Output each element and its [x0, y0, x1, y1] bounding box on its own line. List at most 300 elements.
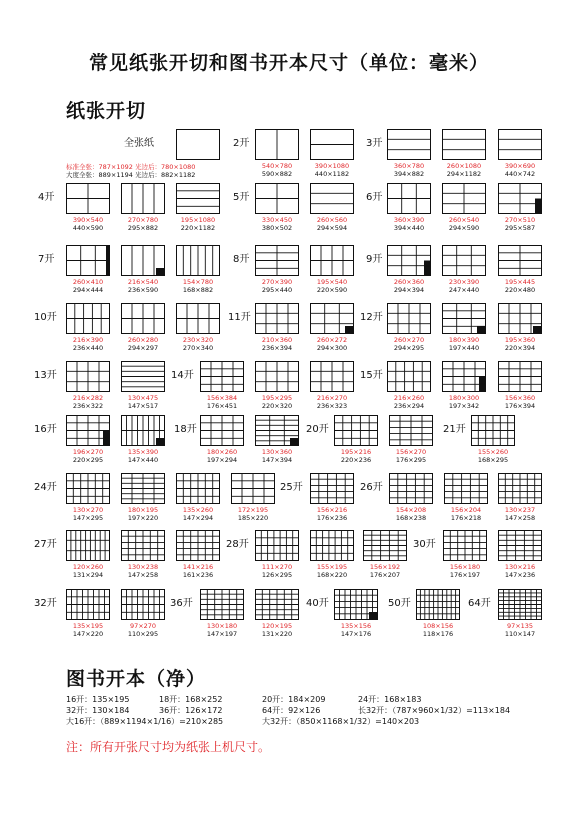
size-caption — [490, 564, 550, 579]
trimmed-size: 180×260 — [206, 448, 238, 456]
sheet-size: 236×294 — [393, 401, 425, 410]
sheet-size: 176×295 — [395, 455, 427, 464]
group-label: 40开 — [306, 598, 329, 609]
sheet-size: 176×451 — [206, 401, 238, 410]
size-caption — [58, 564, 118, 579]
trimmed-size: 260×560 — [316, 216, 348, 224]
size-caption — [113, 395, 173, 410]
cut-diagram — [498, 530, 542, 561]
trimmed-size: 156×192 — [369, 563, 401, 571]
sheet-size: 147×394 — [261, 455, 293, 464]
group-label: 28开 — [226, 539, 249, 550]
sheet-size: 236×590 — [127, 285, 159, 294]
cut-diagram — [387, 245, 431, 276]
size-caption — [247, 279, 307, 294]
size-caption — [192, 623, 252, 638]
sheet-size: 220×1182 — [180, 223, 216, 232]
cut-diagram — [200, 415, 244, 446]
sheet-size: 197×220 — [127, 513, 159, 522]
book-size-entry: 36开：126×172 — [159, 706, 223, 715]
sheet-size: 220×394 — [504, 343, 536, 352]
group-label: 11开 — [228, 312, 251, 323]
sheet-size: 110×295 — [127, 629, 159, 638]
size-caption — [434, 163, 494, 178]
cut-diagram — [310, 530, 354, 561]
size-caption — [302, 395, 362, 410]
cut-diagram — [121, 361, 165, 392]
cut-diagram — [66, 245, 110, 276]
size-caption — [434, 217, 494, 232]
size-caption — [168, 564, 228, 579]
cut-diagram — [200, 361, 244, 392]
size-caption — [302, 163, 362, 178]
trimmed-size: 156×360 — [504, 394, 536, 402]
trimmed-size: 120×195 — [261, 622, 293, 630]
cut-diagram — [176, 530, 220, 561]
trimmed-size: 230×320 — [182, 336, 214, 344]
sheet-size: 131×294 — [72, 570, 104, 579]
sheet-size: 168×220 — [316, 570, 348, 579]
full-sheet-standard — [66, 163, 195, 179]
sheet-size: 147×295 — [72, 513, 104, 522]
section-heading-paper: 纸张开切 — [66, 100, 147, 122]
cut-diagram — [387, 361, 431, 392]
size-caption — [379, 279, 439, 294]
cut-diagram — [121, 530, 165, 561]
size-caption — [379, 163, 439, 178]
size-caption — [408, 623, 468, 638]
size-caption — [436, 507, 496, 522]
group-label: 20开 — [306, 424, 329, 435]
sheet-size: 147×236 — [504, 570, 536, 579]
cut-diagram — [255, 415, 299, 446]
cut-diagram — [176, 183, 220, 214]
size-caption — [490, 507, 550, 522]
cut-diagram — [255, 303, 299, 334]
size-caption — [490, 217, 550, 232]
trimmed-size: 216×282 — [72, 394, 104, 402]
trimmed-size: 196×270 — [72, 448, 104, 456]
sheet-size: 126×295 — [261, 570, 293, 579]
sheet-size: 147×517 — [127, 401, 159, 410]
cut-diagram — [176, 473, 220, 504]
sheet-size: 440×742 — [504, 169, 536, 178]
sheet-size: 295×587 — [504, 223, 536, 232]
group-label: 8开 — [233, 254, 250, 265]
sheet-size: 294×594 — [316, 223, 348, 232]
trimmed-size: 156×384 — [206, 394, 238, 402]
group-label: 16开 — [34, 424, 57, 435]
group-label: 13开 — [34, 370, 57, 381]
sheet-size: 197×342 — [448, 401, 480, 410]
sheet-size: 168×882 — [182, 285, 214, 294]
size-caption — [113, 337, 173, 352]
page-title: 常见纸张开切和图书开本尺寸（单位：毫米） — [88, 52, 489, 74]
sheet-size: 220×236 — [340, 455, 372, 464]
cut-diagram — [334, 589, 378, 620]
cut-diagram — [200, 589, 244, 620]
size-caption — [223, 507, 283, 522]
size-caption — [381, 449, 441, 464]
trimmed-size: 155×260 — [477, 448, 509, 456]
sheet-size: 270×340 — [182, 343, 214, 352]
cut-diagram — [334, 415, 378, 446]
group-label: 2开 — [233, 138, 250, 149]
cut-diagram — [66, 361, 110, 392]
sheet-size: 147×440 — [127, 455, 159, 464]
sheet-size: 394×440 — [393, 223, 425, 232]
full-sheet-diagram — [176, 129, 220, 160]
sheet-size: 294×394 — [393, 285, 425, 294]
trimmed-size: 156×204 — [450, 506, 482, 514]
cut-diagram — [255, 129, 299, 160]
trimmed-size: 97×135 — [506, 622, 534, 630]
trimmed-size: 270×510 — [504, 216, 536, 224]
group-label: 14开 — [171, 370, 194, 381]
group-label: 15开 — [360, 370, 383, 381]
cut-diagram — [121, 303, 165, 334]
trimmed-size: 108×156 — [422, 622, 454, 630]
trimmed-size: 195×445 — [504, 278, 536, 286]
cut-diagram — [442, 245, 486, 276]
cut-diagram — [121, 589, 165, 620]
trimmed-size: 216×270 — [316, 394, 348, 402]
trimmed-size: 210×360 — [261, 336, 293, 344]
sheet-size: 236×323 — [316, 401, 348, 410]
group-label: 6开 — [366, 192, 383, 203]
group-label: 32开 — [34, 598, 57, 609]
cut-diagram — [387, 183, 431, 214]
group-label: 36开 — [170, 598, 193, 609]
sheet-size: 440×590 — [72, 223, 104, 232]
trimmed-size: 195×360 — [504, 336, 536, 344]
trimmed-size: 260×272 — [316, 336, 348, 344]
size-caption — [302, 507, 362, 522]
size-caption — [113, 564, 173, 579]
size-caption — [58, 279, 118, 294]
sheet-size: 176×218 — [450, 513, 482, 522]
trimmed-size: 195×216 — [340, 448, 372, 456]
group-label: 30开 — [413, 539, 436, 550]
trimmed-size: 260×360 — [393, 278, 425, 286]
sheet-size: 590×882 — [261, 169, 293, 178]
size-caption — [58, 337, 118, 352]
trimmed-size: 130×360 — [261, 448, 293, 456]
trimmed-size: 135×260 — [182, 506, 214, 514]
group-label: 10开 — [34, 312, 57, 323]
size-caption — [434, 279, 494, 294]
trimmed-size: 135×195 — [72, 622, 104, 630]
sheet-size: 440×1182 — [314, 169, 350, 178]
book-size-entry: 18开：168×252 — [159, 695, 223, 704]
cut-diagram — [498, 589, 542, 620]
sheet-size: 220×295 — [72, 455, 104, 464]
sheet-size: 147×258 — [127, 570, 159, 579]
size-caption — [379, 395, 439, 410]
size-caption — [381, 507, 441, 522]
cut-diagram — [66, 473, 110, 504]
sheet-size: 247×440 — [448, 285, 480, 294]
trimmed-size: 195×295 — [261, 394, 293, 402]
cut-diagram — [255, 361, 299, 392]
trimmed-size: 180×300 — [448, 394, 480, 402]
trimmed-size: 130×475 — [127, 394, 159, 402]
size-caption — [247, 623, 307, 638]
trimmed-size: 195×1080 — [180, 216, 216, 224]
cut-diagram — [176, 245, 220, 276]
cut-diagram — [310, 245, 354, 276]
trimmed-size: 270×780 — [127, 216, 159, 224]
book-size-entry: 20开：184×209 — [262, 695, 326, 704]
sheet-size: 294×1182 — [446, 169, 482, 178]
sheet-size: 380×502 — [261, 223, 293, 232]
group-label: 26开 — [360, 482, 383, 493]
cut-diagram — [255, 589, 299, 620]
trimmed-size: 130×270 — [72, 506, 104, 514]
trimmed-size: 330×450 — [261, 216, 293, 224]
size-caption — [302, 217, 362, 232]
trimmed-size: 130×238 — [127, 563, 159, 571]
sheet-size: 185×220 — [237, 513, 269, 522]
trimmed-size: 135×156 — [340, 622, 372, 630]
group-label: 3开 — [366, 138, 383, 149]
trimmed-size: 154×208 — [395, 506, 427, 514]
cut-diagram — [121, 245, 165, 276]
size-caption — [113, 623, 173, 638]
size-caption — [168, 507, 228, 522]
trimmed-size: 260×540 — [448, 216, 480, 224]
cut-diagram — [255, 245, 299, 276]
cut-diagram — [66, 183, 110, 214]
size-caption — [168, 279, 228, 294]
size-caption — [379, 337, 439, 352]
size-caption — [58, 217, 118, 232]
group-label: 24开 — [34, 482, 57, 493]
size-caption — [434, 337, 494, 352]
trimmed-size: 360×780 — [393, 162, 425, 170]
group-label: 5开 — [233, 192, 250, 203]
trimmed-size: 216×390 — [72, 336, 104, 344]
sheet-size: 147×294 — [182, 513, 214, 522]
group-label: 7开 — [38, 254, 55, 265]
sheet-size: 197×440 — [448, 343, 480, 352]
size-caption — [58, 395, 118, 410]
full-sheet-label: 全张纸 — [124, 138, 154, 149]
cut-diagram — [471, 415, 515, 446]
cut-diagram — [66, 530, 110, 561]
size-caption — [490, 623, 550, 638]
size-caption — [113, 217, 173, 232]
size-caption — [463, 449, 523, 464]
trimmed-size: 130×180 — [206, 622, 238, 630]
size-caption — [192, 449, 252, 464]
cut-diagram — [442, 361, 486, 392]
sheet-size: 118×176 — [422, 629, 454, 638]
sheet-size: 168×238 — [395, 513, 427, 522]
group-label: 25开 — [280, 482, 303, 493]
size-caption — [113, 449, 173, 464]
group-label: 12开 — [360, 312, 383, 323]
sheet-size: 176×394 — [504, 401, 536, 410]
cut-diagram — [498, 361, 542, 392]
group-label: 27开 — [34, 539, 57, 550]
sheet-size: 220×320 — [261, 401, 293, 410]
trimmed-size: 230×390 — [448, 278, 480, 286]
trimmed-size: 155×195 — [316, 563, 348, 571]
full-sheet-std-black: 大度全张：889×1194 光边后：882×1182 — [66, 171, 196, 179]
cut-diagram — [255, 183, 299, 214]
sheet-size: 168×295 — [477, 455, 509, 464]
sheet-size: 176×236 — [316, 513, 348, 522]
size-caption — [247, 163, 307, 178]
size-caption — [355, 564, 415, 579]
trimmed-size: 390×1080 — [314, 162, 350, 170]
size-caption — [302, 564, 362, 579]
trimmed-size: 135×390 — [127, 448, 159, 456]
trimmed-size: 130×216 — [504, 563, 536, 571]
trimmed-size: 120×260 — [72, 563, 104, 571]
sheet-size: 161×236 — [182, 570, 214, 579]
trimmed-size: 216×540 — [127, 278, 159, 286]
cut-diagram — [310, 183, 354, 214]
size-caption — [490, 395, 550, 410]
book-size-entry: 大32开：（850×1168×1/32）=140×203 — [262, 717, 420, 726]
cut-diagram — [310, 473, 354, 504]
cut-diagram — [66, 415, 110, 446]
trimmed-size: 390×540 — [72, 216, 104, 224]
cut-diagram — [176, 303, 220, 334]
cut-diagram — [387, 129, 431, 160]
sheet-size: 295×440 — [261, 285, 293, 294]
sheet-size: 236×322 — [72, 401, 104, 410]
size-caption — [302, 279, 362, 294]
trimmed-size: 260×410 — [72, 278, 104, 286]
cut-diagram — [363, 530, 407, 561]
trimmed-size: 172×195 — [237, 506, 269, 514]
size-caption — [247, 564, 307, 579]
trimmed-size: 97×270 — [129, 622, 157, 630]
size-caption — [58, 449, 118, 464]
size-caption — [113, 507, 173, 522]
size-caption — [247, 337, 307, 352]
cut-diagram — [310, 129, 354, 160]
sheet-size: 220×590 — [316, 285, 348, 294]
book-size-entry: 16开：135×195 — [66, 695, 130, 704]
trimmed-size: 260×280 — [127, 336, 159, 344]
trimmed-size: 130×237 — [504, 506, 536, 514]
cut-diagram — [498, 183, 542, 214]
cut-diagram — [310, 361, 354, 392]
cut-diagram — [498, 303, 542, 334]
cut-diagram — [121, 473, 165, 504]
cut-diagram — [255, 530, 299, 561]
trimmed-size: 260×270 — [393, 336, 425, 344]
group-label: 64开 — [468, 598, 491, 609]
size-caption — [490, 163, 550, 178]
sheet-size: 236×440 — [72, 343, 104, 352]
size-caption — [58, 623, 118, 638]
group-label: 18开 — [174, 424, 197, 435]
size-caption — [58, 507, 118, 522]
trimmed-size: 390×690 — [504, 162, 536, 170]
cut-diagram — [387, 303, 431, 334]
size-caption — [113, 279, 173, 294]
trimmed-size: 260×1080 — [446, 162, 482, 170]
cut-diagram — [444, 473, 488, 504]
sheet-size: 131×220 — [261, 629, 293, 638]
book-size-entry: 32开：130×184 — [66, 706, 130, 715]
size-caption — [490, 337, 550, 352]
size-caption — [435, 564, 495, 579]
cut-diagram — [443, 530, 487, 561]
size-caption — [302, 337, 362, 352]
sheet-size: 294×590 — [448, 223, 480, 232]
trimmed-size: 156×270 — [395, 448, 427, 456]
size-caption — [434, 395, 494, 410]
cut-diagram — [498, 129, 542, 160]
cut-diagram — [498, 473, 542, 504]
cut-diagram — [442, 183, 486, 214]
full-sheet-std-red: 标准全张：787×1092 光边后：780×1080 — [66, 163, 196, 171]
trimmed-size: 540×780 — [261, 162, 293, 170]
sheet-size: 176×197 — [449, 570, 481, 579]
sheet-size: 294×300 — [316, 343, 348, 352]
sheet-size: 110×147 — [504, 629, 536, 638]
sheet-size: 294×297 — [127, 343, 159, 352]
group-label: 21开 — [443, 424, 466, 435]
size-caption — [247, 395, 307, 410]
section-heading-book: 图书开本（净） — [66, 668, 207, 690]
sheet-size: 220×480 — [504, 285, 536, 294]
group-label: 9开 — [366, 254, 383, 265]
trimmed-size: 156×216 — [316, 506, 348, 514]
cut-diagram — [389, 415, 433, 446]
trimmed-size: 156×180 — [449, 563, 481, 571]
sheet-size: 394×882 — [393, 169, 425, 178]
trimmed-size: 180×195 — [127, 506, 159, 514]
trimmed-size: 111×270 — [261, 563, 293, 571]
trimmed-size: 154×780 — [182, 278, 214, 286]
size-caption — [247, 217, 307, 232]
sheet-size: 147×197 — [206, 629, 238, 638]
cut-diagram — [310, 303, 354, 334]
book-size-entry: 长32开：（787×960×1/32）=113×184 — [358, 706, 511, 715]
footnote: 注：所有开张尺寸均为纸张上机尺寸。 — [66, 740, 271, 754]
size-caption — [379, 217, 439, 232]
trimmed-size: 270×390 — [261, 278, 293, 286]
size-caption — [168, 337, 228, 352]
size-caption — [326, 623, 386, 638]
sheet-size: 147×220 — [72, 629, 104, 638]
book-size-entry: 大16开：（889×1194×1/16）=210×285 — [66, 717, 224, 726]
sheet-size: 147×258 — [504, 513, 536, 522]
cut-diagram — [416, 589, 460, 620]
cut-diagram — [121, 415, 165, 446]
sheet-size: 197×294 — [206, 455, 238, 464]
sheet-size: 295×882 — [127, 223, 159, 232]
sheet-size: 294×444 — [72, 285, 104, 294]
group-label: 4开 — [38, 192, 55, 203]
cut-diagram — [389, 473, 433, 504]
cut-diagram — [66, 303, 110, 334]
sheet-size: 147×176 — [340, 629, 372, 638]
book-size-entry: 24开：168×183 — [358, 695, 422, 704]
size-caption — [247, 449, 307, 464]
cut-diagram — [121, 183, 165, 214]
cut-diagram — [498, 245, 542, 276]
cut-diagram — [442, 129, 486, 160]
size-caption — [168, 217, 228, 232]
